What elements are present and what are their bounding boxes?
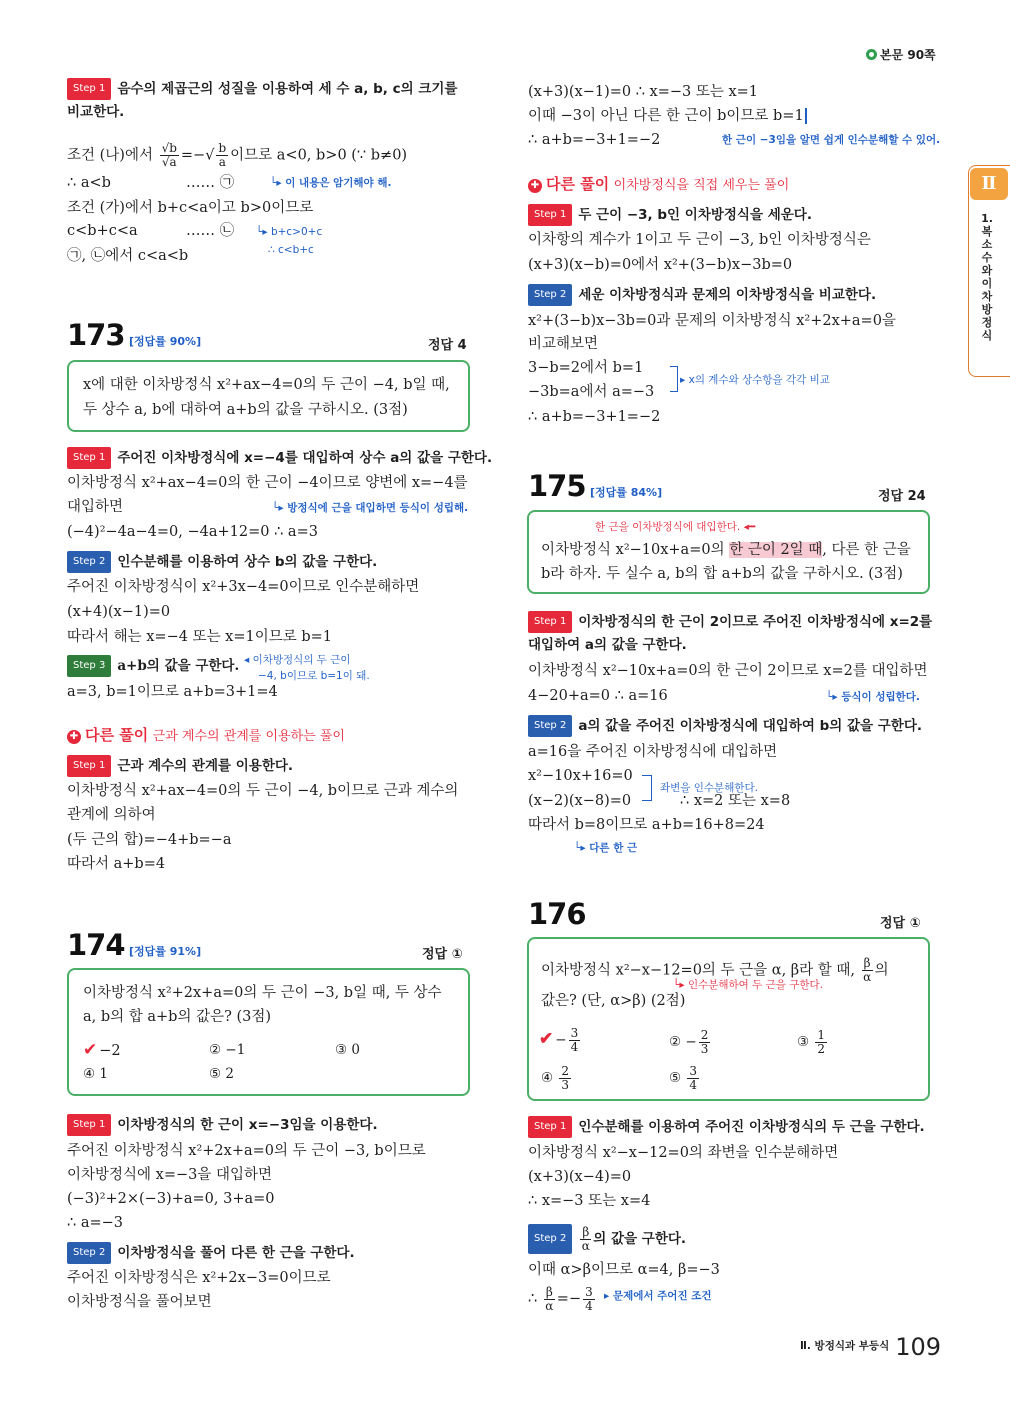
problem-header bbox=[528, 897, 586, 931]
step-badge: Step 1 bbox=[67, 78, 111, 100]
problem-header bbox=[528, 469, 662, 503]
math-line: c<b+c<a bbox=[67, 223, 138, 239]
math-line: 관계에 의하여 bbox=[67, 807, 156, 823]
chapter-title: 1. 복소수와 이차방정식 bbox=[981, 212, 993, 342]
math-line: 조건 (가)에서 b+c<a이고 b>0이므로 bbox=[67, 200, 314, 216]
note: 좌변을 인수분해한다. bbox=[660, 782, 758, 794]
note: 한 근을 이차방정식에 대입한다. ◂━ bbox=[595, 521, 756, 533]
part-tab: Ⅱ bbox=[970, 168, 1008, 200]
step-badge: Step 1 bbox=[528, 611, 572, 633]
step-badge: Step 2 bbox=[67, 551, 111, 573]
math-line: 따라서 해는 x=−4 또는 x=1이므로 b=1 bbox=[67, 629, 333, 645]
step-text: 대입하여 a의 값을 구한다. bbox=[528, 637, 687, 653]
math-line: 이차방정식 x²+ax−4=0의 두 근이 −4, b이므로 근과 계수의 bbox=[67, 783, 459, 799]
note: └▸ 인수분해하여 두 근을 구한다. bbox=[673, 979, 824, 991]
math-line: ∴ a<b bbox=[67, 175, 111, 191]
choice-2[interactable]: ② −1 bbox=[209, 1042, 246, 1058]
question-box: 한 근을 이차방정식에 대입한다. ◂━ 이차방정식 x²−10x+a=0의 한 근이 2일 때, 다른 한 근을 b라 하자. 두 실수 a, b의 합 a+b의 값을 구하시오. (3점) bbox=[527, 510, 930, 594]
mark: …… ㉡ bbox=[186, 223, 235, 239]
math-line: ∴ $\frac{\beta}{\alpha}$ =− $\frac{3}{4}$ bbox=[528, 1284, 593, 1313]
choice-4[interactable]: ④ $\frac{2}{3}$ bbox=[541, 1064, 570, 1092]
problem-number: 175 bbox=[528, 469, 586, 503]
step-line: Step 2 이차방정식을 풀어 다른 한 근을 구한다. bbox=[67, 1242, 355, 1264]
math-line: −3b=a에서 a=−3 bbox=[528, 384, 655, 400]
step-badge: Step 2 bbox=[67, 1242, 111, 1264]
step-badge: Step 1 bbox=[67, 755, 111, 777]
note: ◂ 이차방정식의 두 근이 bbox=[244, 654, 351, 666]
choice-5[interactable]: ⑤ 2 bbox=[209, 1066, 234, 1082]
note: ∴ c<b+c bbox=[268, 244, 314, 256]
step-badge: Step 2 bbox=[528, 715, 572, 737]
step-badge: Step 3 bbox=[67, 655, 111, 677]
math-line: 대입하면 bbox=[67, 499, 124, 515]
choice-5[interactable]: ⑤ $\frac{3}{4}$ bbox=[669, 1064, 698, 1092]
math-line: 이차항의 계수가 1이고 두 근이 −3, b인 이차방정식은 bbox=[528, 232, 871, 248]
note: └▸ b+c>0+c bbox=[256, 226, 323, 238]
note: 한 근이 −3임을 알면 쉽게 인수분해할 수 있어. bbox=[722, 134, 941, 146]
math-line: 3−b=2에서 b=1 bbox=[528, 360, 644, 376]
problem-number: 173 bbox=[67, 318, 125, 352]
page-number: 109 bbox=[895, 1333, 942, 1361]
math-line: 이차방정식에 x=−3을 대입하면 bbox=[67, 1167, 272, 1183]
math-line: (x+3)(x−b)=0에서 x²+(3−b)x−3b=0 bbox=[528, 257, 793, 273]
step-badge: Step 1 bbox=[528, 1116, 572, 1138]
step-line: Step 2 a의 값을 주어진 이차방정식에 대입하여 b의 값을 구한다. bbox=[528, 715, 922, 737]
step-badge: Step 2 bbox=[528, 1224, 572, 1254]
mark: …… ㉠ bbox=[186, 175, 235, 191]
alt-icon: ✚ bbox=[67, 730, 81, 744]
page-ref: 본문 90쪽 bbox=[866, 46, 936, 63]
fraction: $\frac{\beta}{\alpha}$ bbox=[863, 956, 872, 984]
step-line: Step 1 인수분해를 이용하여 주어진 이차방정식의 두 근을 구한다. bbox=[528, 1116, 925, 1138]
math-line: 이때 −3이 아닌 다른 한 근이 b이므로 b=1 bbox=[528, 108, 804, 124]
math-line: x²+(3−b)x−3b=0과 문제의 이차방정식 x²+2x+a=0을 bbox=[528, 313, 896, 329]
step-line: Step 2 $\frac{\beta}{\alpha}$ 의 값을 구한다. bbox=[528, 1224, 686, 1254]
step-badge: Step 2 bbox=[528, 284, 572, 306]
choice-1[interactable]: ✔ −2 bbox=[83, 1040, 121, 1060]
step-text: 비교한다. bbox=[67, 104, 125, 120]
step-line: Step 1 음수의 제곱근의 성질을 이용하여 세 수 a, b, c의 크기를 bbox=[67, 78, 457, 100]
math-line: 이차방정식 x²−10x+a=0의 한 근이 2이므로 x=2를 대입하면 bbox=[528, 663, 928, 679]
problem-header bbox=[67, 928, 201, 962]
math-line: (x+4)(x−1)=0 bbox=[67, 604, 171, 620]
math-line: 이차방정식 x²+ax−4=0의 한 근이 −4이므로 양변에 x=−4를 bbox=[67, 475, 468, 491]
step-line: Step 2 세운 이차방정식과 문제의 이차방정식을 비교한다. bbox=[528, 284, 876, 306]
math-line: (x+3)(x−1)=0 ∴ x=−3 또는 x=1 bbox=[528, 84, 759, 100]
note: └▸ 이 내용은 암기해야 해. bbox=[270, 177, 392, 189]
choice-3[interactable]: ③ 0 bbox=[335, 1042, 360, 1058]
step-line: Step 1 근과 계수의 관계를 이용한다. bbox=[67, 755, 293, 777]
math-line: 주어진 이차방정식은 x²+2x−3=0이므로 bbox=[67, 1270, 331, 1286]
math-line: ∴ x=−3 또는 x=4 bbox=[528, 1193, 651, 1209]
math-line: ㉠, ㉡에서 c<a<b bbox=[67, 248, 189, 264]
math-line: 이때 α>β이므로 α=4, β=−3 bbox=[528, 1262, 720, 1278]
math-line: (두 근의 합)=−4+b=−a bbox=[67, 832, 232, 848]
problem-number: 176 bbox=[528, 897, 586, 931]
circle-icon bbox=[866, 49, 877, 60]
question-box: 이차방정식 x²−x−12=0의 두 근을 α, β라 할 때, $\frac{\beta}{\alpha}$ 의 └▸ 인수분해하여 두 근을 구한다. 값은? (단, α>β) (2점) ✔ − $\frac{3}{4}$ ② − $\frac{2}{3}$ ③ $\frac{1}{2}$ ④ $\frac{2}{3}$ ⑤ $\frac{3}{4}$ bbox=[527, 937, 930, 1101]
math-line: ∴ a+b=−3+1=−2 bbox=[528, 409, 661, 425]
step-line: Step 3 a+b의 값을 구한다. bbox=[67, 655, 239, 677]
fraction: $\frac{√b}{√a}$ bbox=[161, 141, 177, 169]
problem-number: 174 bbox=[67, 928, 125, 962]
note: └▸ 등식이 성립한다. bbox=[826, 691, 920, 703]
choice-2[interactable]: ② − $\frac{2}{3}$ bbox=[669, 1028, 709, 1056]
math-line: ∴ a=−3 bbox=[67, 1215, 124, 1231]
footer-section: Ⅱ. 방정식과 부등식 bbox=[800, 1340, 890, 1352]
step-badge: Step 1 bbox=[67, 1114, 111, 1136]
math-line: a=3, b=1이므로 a+b=3+1=4 bbox=[67, 684, 278, 700]
choice-4[interactable]: ④ 1 bbox=[83, 1066, 108, 1082]
math-line: 따라서 a+b=4 bbox=[67, 856, 166, 872]
page-footer bbox=[800, 1333, 941, 1361]
note-connector bbox=[805, 108, 807, 124]
accuracy-rate: [정답률 84%] bbox=[590, 486, 663, 499]
note: ▸ 문제에서 주어진 조건 bbox=[604, 1290, 712, 1302]
answer-label: 정답 ① bbox=[880, 916, 921, 931]
math-line: (x−2)(x−8)=0 bbox=[528, 793, 632, 809]
math-line: 4−20+a=0 ∴ a=16 bbox=[528, 688, 668, 704]
step-badge: Step 1 bbox=[528, 204, 572, 226]
problem-header bbox=[67, 318, 201, 352]
math-line: ∴ a+b=−3+1=−2 bbox=[528, 132, 661, 148]
math-line: 이차방정식 x²−x−12=0의 좌변을 인수분해하면 bbox=[528, 1145, 839, 1161]
bracket bbox=[642, 775, 652, 801]
math-line: (−4)²−4a−4=0, −4a+12=0 ∴ a=3 bbox=[67, 524, 318, 540]
alt-icon: ✚ bbox=[528, 179, 542, 193]
check-icon: ✔ bbox=[83, 1040, 98, 1060]
math-line: (−3)²+2×(−3)+a=0, 3+a=0 bbox=[67, 1191, 275, 1207]
math-line: 주어진 이차방정식이 x²+3x−4=0이므로 인수분해하면 bbox=[67, 579, 420, 595]
choice-3[interactable]: ③ $\frac{1}{2}$ bbox=[797, 1028, 826, 1056]
alt-solution-title: ✚ 다른 풀이 이차방정식을 직접 세우는 풀이 bbox=[528, 174, 789, 196]
accuracy-rate: [정답률 90%] bbox=[129, 335, 202, 348]
choice-1[interactable]: ✔ − $\frac{3}{4}$ bbox=[539, 1026, 579, 1054]
note: −4, b이므로 b=1이 돼. bbox=[258, 670, 370, 682]
accuracy-rate: [정답률 91%] bbox=[129, 945, 202, 958]
math-line: x²−10x+16=0 bbox=[528, 768, 633, 784]
note: └▸ 방정식에 근을 대입하면 등식이 성립해. bbox=[272, 502, 469, 514]
question-box: 이차방정식 x²+2x+a=0의 두 근이 −3, b일 때, 두 상수 a, b의 합 a+b의 값은? (3점) ✔ −2 ② −1 ③ 0 ④ 1 ⑤ 2 bbox=[67, 968, 470, 1096]
step-badge: Step 1 bbox=[67, 447, 111, 469]
answer-label: 정답 ① bbox=[422, 947, 463, 962]
alt-solution-title: ✚ 다른 풀이 근과 계수의 관계를 이용하는 풀이 bbox=[67, 725, 345, 747]
step-line: Step 2 인수분해를 이용하여 상수 b의 값을 구한다. bbox=[67, 551, 377, 573]
math-line: 조건 (나)에서 $\frac{√b}{√a}$ =−√ $\frac{b}{a}$ 이므로 a<0, b>0 (∵ b≠0) bbox=[67, 141, 408, 169]
math-line: 주어진 이차방정식 x²+2x+a=0의 두 근이 −3, b이므로 bbox=[67, 1143, 426, 1159]
bracket bbox=[670, 366, 678, 392]
question-box: x에 대한 이차방정식 x²+ax−4=0의 두 근이 −4, b일 때, 두 상수 a, b에 대하여 a+b의 값을 구하시오. (3점) bbox=[67, 360, 470, 432]
math-line: (x+3)(x−4)=0 bbox=[528, 1169, 632, 1185]
math-line: ∴ x=2 또는 x=8 bbox=[680, 793, 791, 809]
math-line: 비교해보면 bbox=[528, 336, 599, 352]
note: └▸ 다른 한 근 bbox=[574, 842, 638, 854]
math-line: a=16을 주어진 이차방정식에 대입하면 bbox=[528, 744, 778, 760]
fraction: $\frac{b}{a}$ bbox=[218, 141, 227, 169]
step-line: Step 1 두 근이 −3, b인 이차방정식을 세운다. bbox=[528, 204, 812, 226]
step-line: Step 1 주어진 이차방정식에 x=−4를 대입하여 상수 a의 값을 구한다. bbox=[67, 447, 492, 469]
answer-label: 정답 4 bbox=[428, 338, 467, 353]
answer-label: 정답 24 bbox=[878, 489, 926, 504]
highlight: 한 근이 2일 때 bbox=[729, 542, 823, 558]
check-icon: ✔ bbox=[539, 1029, 554, 1049]
math-line: 이차방정식을 풀어보면 bbox=[67, 1294, 212, 1310]
step-line: Step 1 이차방정식의 한 근이 x=−3임을 이용한다. bbox=[67, 1114, 378, 1136]
math-line: 따라서 b=8이므로 a+b=16+8=24 bbox=[528, 817, 765, 833]
step-line: Step 1 이차방정식의 한 근이 2이므로 주어진 이차방정식에 x=2를 bbox=[528, 611, 932, 633]
note: ▸ x의 계수와 상수항을 각각 비교 bbox=[680, 374, 830, 386]
